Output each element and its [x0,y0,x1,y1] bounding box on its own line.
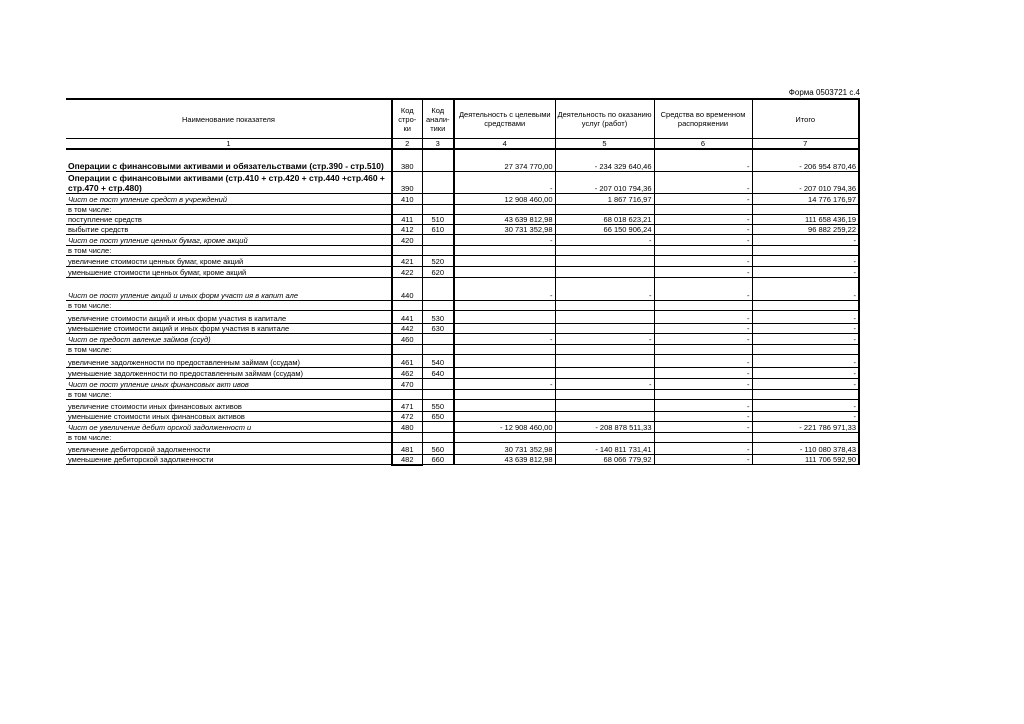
row-col5-value [555,245,654,255]
row-col4-value [454,310,555,323]
row-col6-value: - [654,214,752,224]
row-analytic: 510 [422,214,454,224]
row-col5-value: - 234 329 640,46 [555,149,654,171]
table-row [66,442,859,454]
report-body [66,149,859,465]
row-col4-value [454,354,555,367]
row-col6-value: - [654,266,752,277]
row-col7-value: - [752,333,859,344]
row-col7-value [752,389,859,399]
row-col6-value: - [654,411,752,421]
row-col5-value: 68 066 779,92 [555,454,654,465]
row-code: 470 [392,378,422,389]
row-col4-value [454,204,555,214]
row-col5-value: - [555,277,654,300]
row-col7-value: - [752,323,859,333]
row-col5-value [555,354,654,367]
financial-report-table [66,98,860,466]
row-code: 390 [392,171,422,193]
row-col4-value: - [454,333,555,344]
row-col4-value: - [454,234,555,245]
row-col5-value: - [555,378,654,389]
colnum-3: 3 [422,139,454,150]
row-col5-value: - [555,234,654,245]
row-col6-value: - [654,224,752,234]
row-col5-value [555,310,654,323]
row-code: 422 [392,266,422,277]
row-name: в том числе: [66,245,392,255]
row-col4-value: - [454,277,555,300]
row-analytic: 540 [422,354,454,367]
row-code: 480 [392,421,422,432]
row-col7-value [752,204,859,214]
row-col5-value: 68 018 623,21 [555,214,654,224]
row-col6-value [654,300,752,310]
row-col7-value [752,300,859,310]
table-row [66,310,859,323]
row-code: 442 [392,323,422,333]
row-code: 472 [392,411,422,421]
row-col6-value: - [654,277,752,300]
row-col5-value [555,255,654,266]
row-analytic: 650 [422,411,454,421]
row-name: увеличение дебиторской задолженности [66,442,392,454]
row-analytic [422,378,454,389]
colnum-2: 2 [392,139,422,150]
table-row [66,323,859,333]
table-row [66,378,859,389]
row-analytic: 640 [422,367,454,378]
row-code: 482 [392,454,422,465]
row-analytic [422,193,454,204]
row-code: 462 [392,367,422,378]
table-row [66,149,859,171]
row-code [392,432,422,442]
table-row [66,266,859,277]
row-analytic [422,421,454,432]
row-col7-value: 111 658 436,19 [752,214,859,224]
row-col4-value [454,399,555,411]
row-col4-value: 27 374 770,00 [454,149,555,171]
header-col7: Итого [752,99,859,139]
row-col7-value: - 221 786 971,33 [752,421,859,432]
row-col7-value: - [752,255,859,266]
row-analytic [422,149,454,171]
row-col4-value: 30 731 352,98 [454,224,555,234]
row-code: 421 [392,255,422,266]
row-analytic: 560 [422,442,454,454]
row-col4-value [454,266,555,277]
table-row [66,277,859,300]
table-row [66,432,859,442]
table-row [66,214,859,224]
row-col6-value: - [654,367,752,378]
table-row [66,367,859,378]
table-header-row [66,99,859,139]
row-col4-value: 43 639 812,98 [454,214,555,224]
row-analytic: 630 [422,323,454,333]
row-col4-value: - [454,171,555,193]
row-name: уменьшение стоимости акций и иных форм участия в капитале [66,323,392,333]
row-col4-value: - 12 908 460,00 [454,421,555,432]
row-name: в том числе: [66,389,392,399]
row-col4-value: 12 908 460,00 [454,193,555,204]
row-col6-value: - [654,378,752,389]
row-name: в том числе: [66,432,392,442]
row-name: Чист ое пост упление средст в учреждений [66,193,392,204]
row-col6-value: - [654,442,752,454]
header-col6: Средства во временном распоряжении [654,99,752,139]
row-col4-value: 43 639 812,98 [454,454,555,465]
row-analytic [422,389,454,399]
row-col4-value [454,255,555,266]
row-name: уменьшение стоимости ценных бумаг, кроме акций [66,266,392,277]
row-analytic [422,245,454,255]
row-col7-value: - [752,378,859,389]
row-col7-value: - [752,277,859,300]
row-col4-value [454,389,555,399]
row-analytic: 520 [422,255,454,266]
row-col7-value: 14 776 176,97 [752,193,859,204]
table-row [66,255,859,266]
row-col6-value [654,344,752,354]
row-col5-value: - 207 010 794,36 [555,171,654,193]
row-name: в том числе: [66,204,392,214]
colnum-5: 5 [555,139,654,150]
row-col6-value: - [654,310,752,323]
table-row [66,389,859,399]
table-row [66,421,859,432]
row-col5-value: 1 867 716,97 [555,193,654,204]
row-col6-value [654,432,752,442]
row-col6-value: - [654,193,752,204]
row-analytic: 550 [422,399,454,411]
row-col5-value [555,204,654,214]
row-col6-value: - [654,333,752,344]
row-code: 412 [392,224,422,234]
row-col5-value [555,367,654,378]
row-analytic: 610 [422,224,454,234]
column-number-row [66,139,859,150]
row-col4-value [454,245,555,255]
row-col4-value: 30 731 352,98 [454,442,555,454]
row-name: Чист ое пост упление иных финансовых акт ивов [66,378,392,389]
row-col7-value: 96 882 259,22 [752,224,859,234]
row-col6-value: - [654,399,752,411]
row-name: увеличение стоимости акций и иных форм участия в капитале [66,310,392,323]
row-col7-value: - [752,310,859,323]
table-row [66,204,859,214]
row-col5-value [555,411,654,421]
row-analytic: 530 [422,310,454,323]
header-analytic: Код анали- тики [422,99,454,139]
row-code: 440 [392,277,422,300]
row-col4-value [454,344,555,354]
row-col4-value [454,432,555,442]
row-analytic [422,333,454,344]
table-row [66,333,859,344]
row-col6-value [654,389,752,399]
row-col7-value: - [752,234,859,245]
table-row [66,234,859,245]
row-col7-value: - [752,411,859,421]
table-row [66,300,859,310]
colnum-6: 6 [654,139,752,150]
table-row [66,344,859,354]
row-analytic [422,344,454,354]
row-col7-value: - [752,266,859,277]
row-code: 411 [392,214,422,224]
table-row [66,454,859,465]
row-name: Операции с финансовыми активами (стр.410 + стр.420 + стр.440 +стр.460 + стр.470 + стр.480) [66,171,392,193]
row-col4-value [454,367,555,378]
row-name: уменьшение дебиторской задолженности [66,454,392,465]
row-code: 481 [392,442,422,454]
row-col5-value: - 140 811 731,41 [555,442,654,454]
row-col6-value: - [654,255,752,266]
row-name: в том числе: [66,344,392,354]
row-name: увеличение задолженности по предоставленным займам (ссудам) [66,354,392,367]
row-analytic [422,204,454,214]
row-col5-value: 66 150 906,24 [555,224,654,234]
table-row [66,224,859,234]
row-col5-value [555,344,654,354]
row-analytic [422,234,454,245]
row-col5-value [555,323,654,333]
row-name: выбытие средств [66,224,392,234]
row-col7-value: - 207 010 794,36 [752,171,859,193]
header-col5: Деятельность по оказанию услуг (работ) [555,99,654,139]
row-col7-value [752,245,859,255]
row-col4-value [454,300,555,310]
row-col7-value: - 110 080 378,43 [752,442,859,454]
row-code [392,245,422,255]
table-row [66,171,859,193]
row-col5-value: - [555,333,654,344]
row-code: 471 [392,399,422,411]
table-row [66,399,859,411]
row-analytic: 620 [422,266,454,277]
row-col6-value: - [654,421,752,432]
row-analytic: 660 [422,454,454,465]
row-name: Чист ое пост упление ценных бумаг, кроме акций [66,234,392,245]
row-col7-value: - [752,399,859,411]
table-row [66,354,859,367]
row-analytic [422,277,454,300]
row-col5-value: - 208 878 511,33 [555,421,654,432]
row-analytic [422,171,454,193]
row-col7-value: - [752,367,859,378]
row-col4-value [454,411,555,421]
row-name: Чист ое увеличение дебит орской задолженност и [66,421,392,432]
row-name: уменьшение задолженности по предоставленным займам (ссудам) [66,367,392,378]
row-code [392,344,422,354]
row-col5-value [555,300,654,310]
row-name: Чист ое предост авление займов (ссуд) [66,333,392,344]
row-col5-value [555,399,654,411]
row-col7-value: - [752,354,859,367]
colnum-4: 4 [454,139,555,150]
row-code [392,204,422,214]
row-code: 380 [392,149,422,171]
row-name: Операции с финансовыми активами и обязательствами (стр.390 - стр.510) [66,149,392,171]
header-col4: Деятельность с целевыми средствами [454,99,555,139]
colnum-1: 1 [66,139,392,150]
form-label: Форма 0503721 с.4 [788,88,860,97]
header-code: Код стро- ки [392,99,422,139]
row-col7-value [752,432,859,442]
row-col5-value [555,432,654,442]
table-row [66,245,859,255]
row-code [392,389,422,399]
row-analytic [422,300,454,310]
row-col7-value [752,344,859,354]
row-col6-value [654,204,752,214]
row-col4-value: - [454,378,555,389]
row-col6-value [654,245,752,255]
row-col6-value: - [654,354,752,367]
row-name: увеличение стоимости ценных бумаг, кроме акций [66,255,392,266]
row-name: Чист ое пост упление акций и иных форм участ ия в капит але [66,277,392,300]
row-col6-value: - [654,323,752,333]
row-col6-value: - [654,171,752,193]
row-col7-value: 111 706 592,90 [752,454,859,465]
row-code: 420 [392,234,422,245]
colnum-7: 7 [752,139,859,150]
row-col6-value: - [654,234,752,245]
row-name: уменьшение стоимости иных финансовых активов [66,411,392,421]
row-col6-value: - [654,149,752,171]
row-name: в том числе: [66,300,392,310]
row-col5-value [555,266,654,277]
row-code: 441 [392,310,422,323]
row-name: увеличение стоимости иных финансовых активов [66,399,392,411]
table-row [66,193,859,204]
row-code [392,300,422,310]
table-row [66,411,859,421]
row-col7-value: - 206 954 870,46 [752,149,859,171]
header-name: Наименование показателя [66,99,392,139]
row-col6-value: - [654,454,752,465]
row-name: поступление средств [66,214,392,224]
row-col5-value [555,389,654,399]
row-col4-value [454,323,555,333]
row-code: 460 [392,333,422,344]
row-code: 410 [392,193,422,204]
row-analytic [422,432,454,442]
row-code: 461 [392,354,422,367]
